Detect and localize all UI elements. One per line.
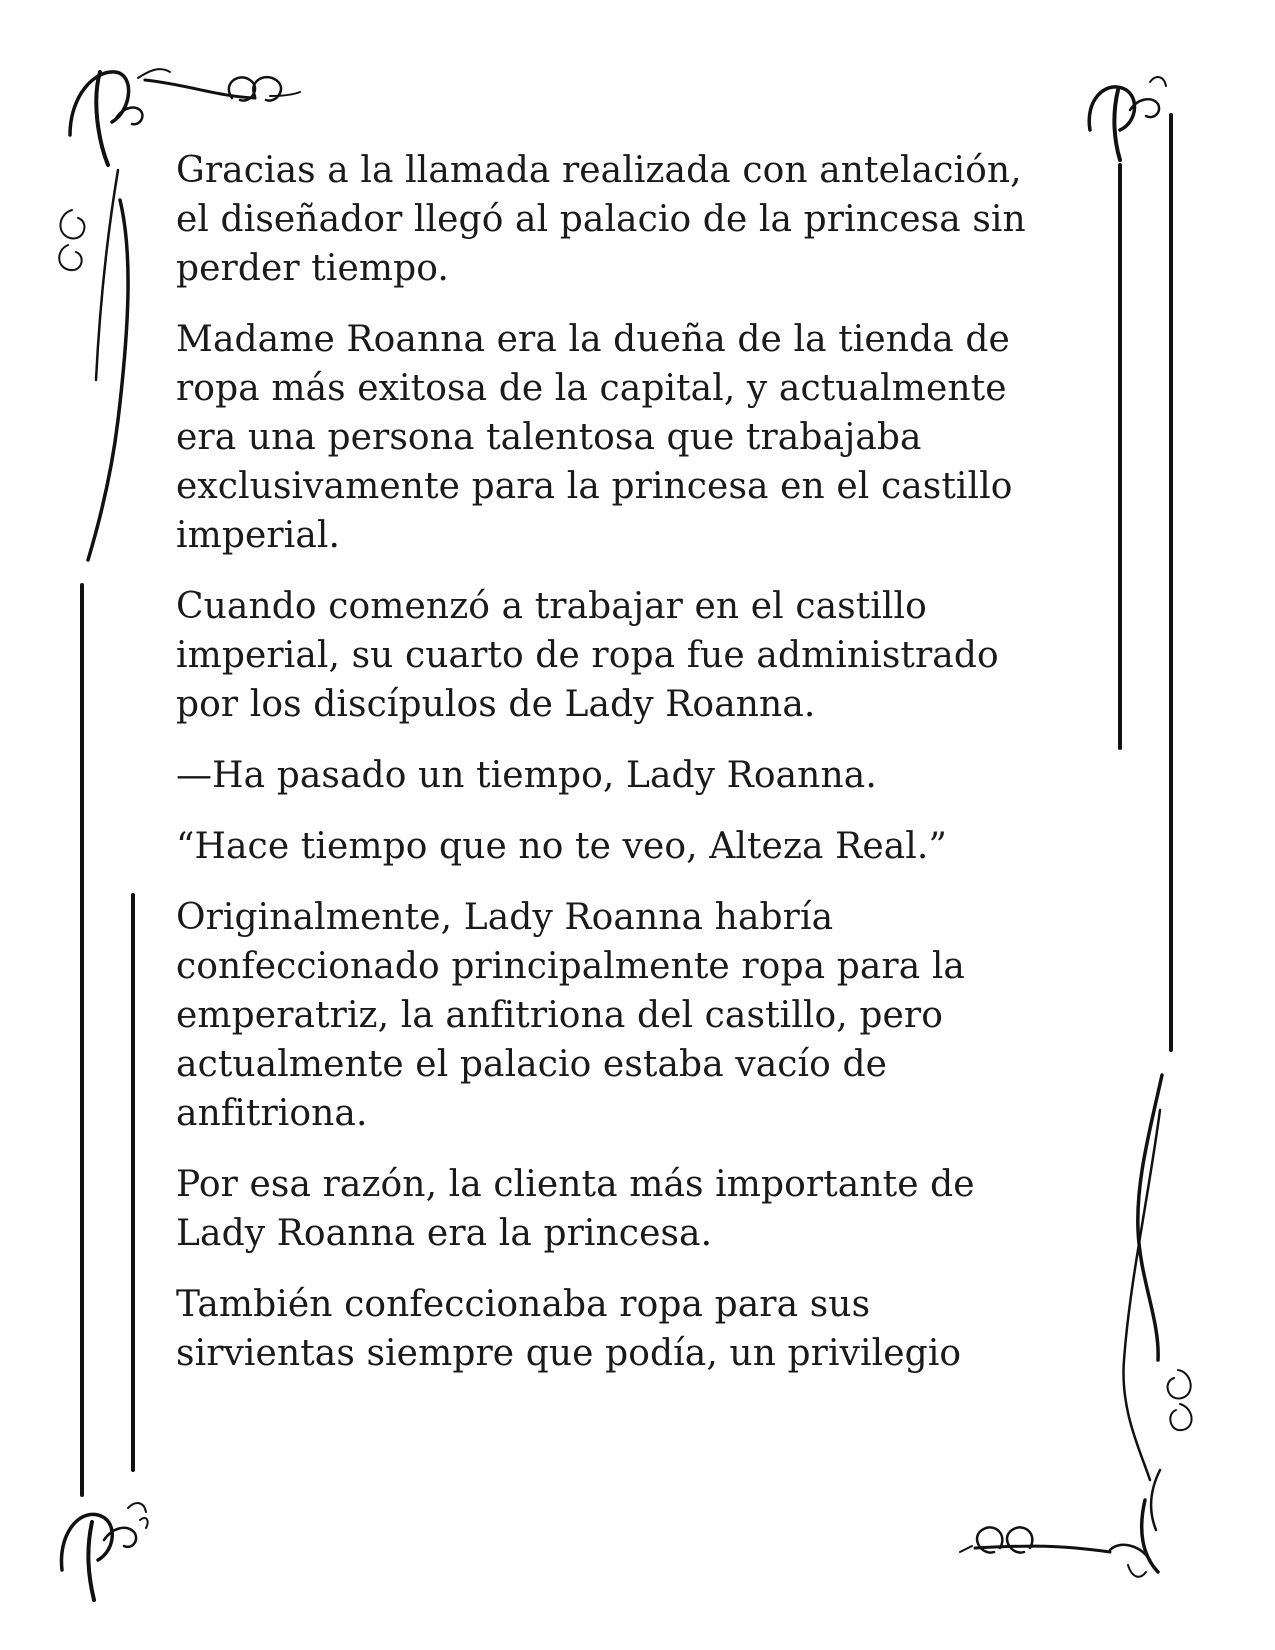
paragraph [176,1280,1076,1378]
text-line: imperial, su cuarto de ropa fue administrado [176,635,999,676]
text-line: Lady Roanna era la princesa. [176,1213,713,1254]
text-line: “Hace tiempo que no te veo, Alteza Real.” [176,826,947,867]
text-line: Por esa razón, la clienta más importante de [176,1164,975,1205]
top-right-flourish-icon [1089,77,1166,160]
text-line: —Ha pasado un tiempo, Lady Roanna. [176,755,877,796]
text-line: Cuando comenzó a trabajar en el castillo [176,586,927,627]
text-line: actualmente el palacio estaba vacío de [176,1044,888,1085]
text-line: exclusivamente para la princesa en el castillo [176,466,1013,507]
paragraph [176,146,1076,293]
story-text [176,146,1076,1400]
text-line: anfitriona. [176,1093,368,1134]
text-line: emperatriz, la anfitriona del castillo, pero [176,995,943,1036]
text-line: sirvientas siempre que podía, un privilegio [176,1333,962,1374]
text-line: Gracias a la llamada realizada con antelación, [176,150,1022,191]
text-line: Originalmente, Lady Roanna habría [176,897,834,938]
text-line: perder tiempo. [176,248,449,289]
paragraph [176,822,1076,871]
paragraph [176,893,1076,1138]
paragraph [176,582,1076,729]
text-line: confeccionado principalmente ropa para la [176,946,965,987]
paragraph [176,1160,1076,1258]
text-line: Madame Roanna era la dueña de la tienda de [176,319,1010,360]
text-line: era una persona talentosa que trabajaba [176,417,922,458]
text-line: por los discípulos de Lady Roanna. [176,684,816,725]
bottom-left-flourish-icon [61,1503,147,1600]
text-line: También confeccionaba ropa para sus [176,1284,871,1325]
text-line: ropa más exitosa de la capital, y actualmente [176,368,1007,409]
paragraph [176,751,1076,800]
text-line: el diseñador llegó al palacio de la princesa sin [176,199,1026,240]
paragraph [176,315,1076,560]
text-line: imperial. [176,515,341,556]
